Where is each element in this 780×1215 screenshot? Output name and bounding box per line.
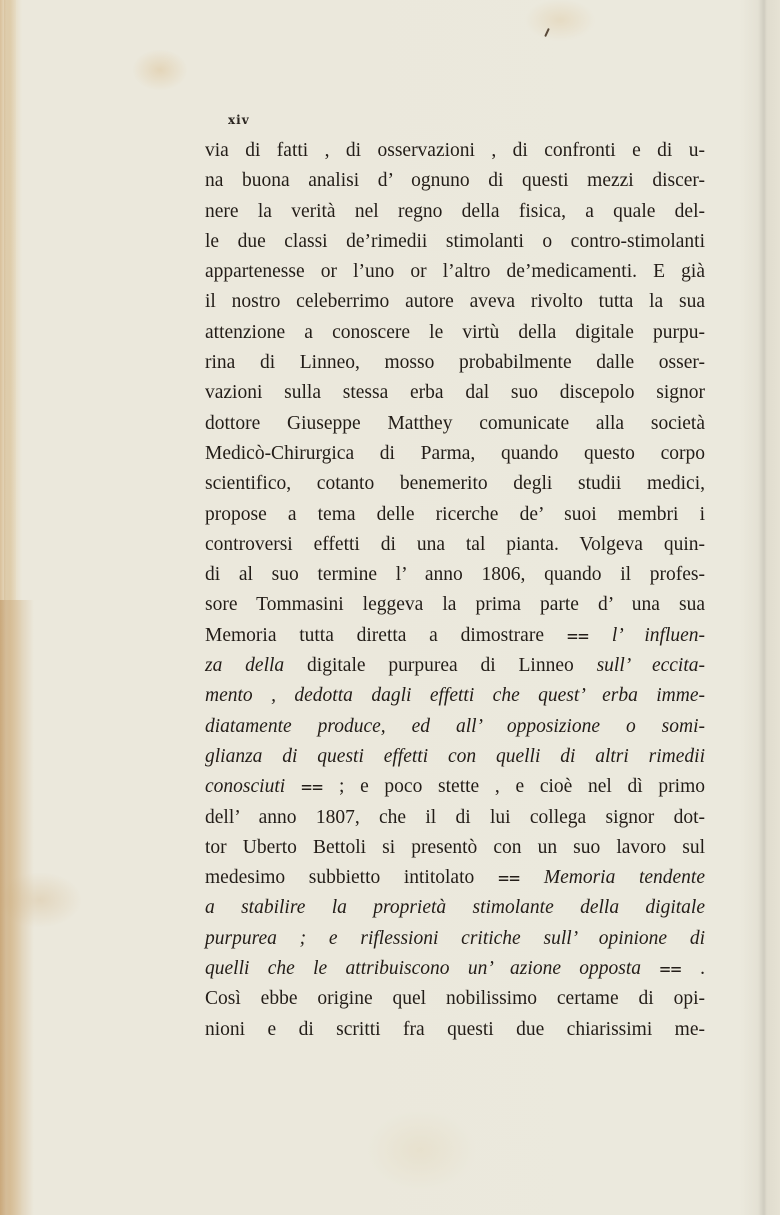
text-run: ⩵ ; e poco stette , e cioè nel dì primo bbox=[285, 776, 705, 798]
text-run: nioni e di scritti fra questi due chiarissimi me- bbox=[205, 1018, 705, 1040]
text-line bbox=[205, 378, 705, 408]
text-line bbox=[205, 257, 705, 287]
text-run: Così ebbe origine quel nobilissimo certame di opi- bbox=[205, 988, 705, 1010]
text-run: di al suo termine l’ anno 1806, quando il profes- bbox=[205, 564, 705, 586]
italic-text-run: diatamente produce, ed all’ opposizione o somi- bbox=[205, 715, 705, 737]
text-run: ⩵ . bbox=[641, 958, 705, 980]
italic-text-run: l’ influen- bbox=[611, 624, 706, 646]
text-line bbox=[205, 803, 705, 833]
text-line bbox=[205, 500, 705, 530]
ink-speck bbox=[544, 28, 550, 37]
binding-stain bbox=[4, 0, 16, 600]
text-run: vazioni sulla stessa erba dal suo discepolo signor bbox=[205, 382, 705, 404]
text-run: medesimo subbietto intitolato ⩵ bbox=[205, 867, 544, 889]
text-line bbox=[205, 287, 705, 317]
text-run: dottore Giuseppe Matthey comunicate alla società bbox=[205, 412, 705, 434]
text-line bbox=[205, 893, 705, 923]
text-line bbox=[205, 772, 705, 802]
text-run: via di fatti , di osservazioni , di confronti e di u- bbox=[205, 140, 705, 161]
text-run: propose a tema delle ricerche de’ suoi membri i bbox=[205, 503, 705, 525]
text-run: controversi effetti di una tal pianta. Volgeva quin- bbox=[205, 533, 705, 555]
italic-text-run: quelli che le attribuiscono un’ azione opposta bbox=[205, 958, 642, 980]
text-run: tor Uberto Bettoli si presentò con un suo lavoro sul bbox=[205, 836, 705, 858]
text-line bbox=[205, 742, 705, 772]
text-line bbox=[205, 924, 705, 954]
text-run: dell’ anno 1807, che il di lui collega signor dot- bbox=[205, 806, 705, 828]
text-run: scientifico, cotanto benemerito degli studii medici, bbox=[205, 473, 705, 495]
text-line bbox=[205, 712, 705, 742]
text-line bbox=[205, 439, 705, 469]
italic-text-run: sull’ eccita- bbox=[596, 655, 705, 677]
text-run: Medicò-Chirurgica di Parma, quando questo corpo bbox=[205, 442, 705, 464]
italic-text-run: za della bbox=[205, 655, 285, 677]
text-run: na buona analisi d’ ognuno di questi mezzi discer- bbox=[205, 170, 705, 192]
text-line bbox=[205, 348, 705, 378]
italic-text-run: conosciuti bbox=[205, 776, 286, 798]
text-line bbox=[205, 984, 705, 1014]
text-line bbox=[205, 530, 705, 560]
text-run: sore Tommasini leggeva la prima parte d’ una sua bbox=[205, 594, 705, 616]
binding-stain-lower bbox=[0, 600, 34, 1215]
text-run: il nostro celeberrimo autore aveva rivolto tutta la sua bbox=[205, 291, 705, 313]
italic-text-run: glianza di questi effetti con quelli di altri rimedii bbox=[205, 745, 705, 767]
text-line bbox=[205, 1015, 705, 1045]
italic-text-run: mento , dedotta dagli effetti che quest’ erba imme- bbox=[205, 685, 705, 707]
text-line bbox=[205, 166, 705, 196]
text-line bbox=[205, 681, 705, 711]
text-line bbox=[205, 409, 705, 439]
body-text bbox=[205, 136, 705, 1045]
italic-text-run: a stabilire la proprietà stimolante della digitale bbox=[205, 897, 705, 919]
text-line bbox=[205, 136, 705, 166]
text-run: appartenesse or l’uno or l’altro de’medicamenti. E già bbox=[205, 261, 705, 283]
text-line bbox=[205, 197, 705, 227]
text-line bbox=[205, 954, 705, 984]
italic-text-run: purpurea ; e riflessioni critiche sull’ opinione di bbox=[205, 927, 705, 949]
text-line bbox=[205, 469, 705, 499]
text-run: Memoria tutta diretta a dimostrare ⩵ bbox=[205, 624, 612, 646]
text-line bbox=[205, 560, 705, 590]
text-line bbox=[205, 227, 705, 257]
italic-text-run: Memoria tendente bbox=[543, 867, 705, 889]
text-line bbox=[205, 651, 705, 681]
text-line bbox=[205, 318, 705, 348]
text-run: attenzione a conoscere le virtù della digitale purpu- bbox=[205, 321, 705, 343]
text-run: digitale purpurea di Linneo bbox=[284, 655, 597, 677]
page-number: xiv bbox=[228, 113, 250, 127]
text-run: rina di Linneo, mosso probabilmente dalle osser- bbox=[205, 352, 705, 374]
text-run: nere la verità nel regno della fisica, a quale del- bbox=[205, 200, 705, 222]
text-line bbox=[205, 863, 705, 893]
text-line bbox=[205, 833, 705, 863]
text-line bbox=[205, 621, 705, 651]
text-line bbox=[205, 590, 705, 620]
text-run: le due classi de’rimedii stimolanti o contro-stimolanti bbox=[205, 230, 705, 252]
